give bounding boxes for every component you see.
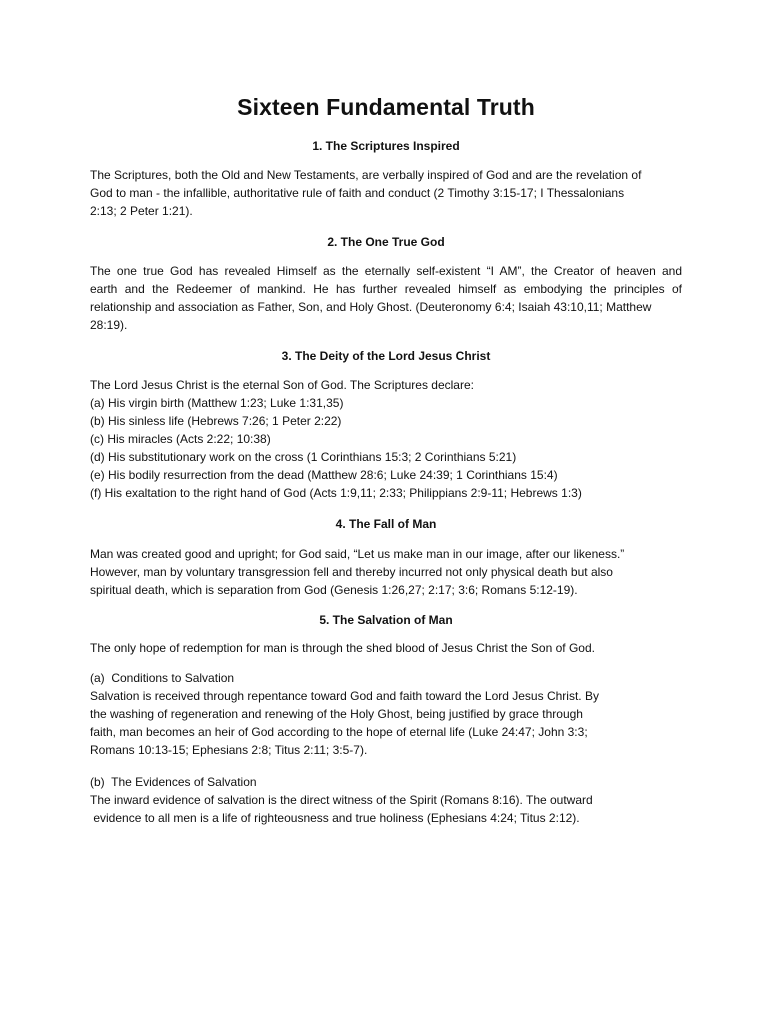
document-title: Sixteen Fundamental Truth (237, 94, 535, 120)
body-line: The inward evidence of salvation is the direct witness of the Spirit (Romans 8:16). The outward (90, 793, 593, 807)
section-body-one-true-god (90, 262, 682, 334)
subsection-evidences-of-salvation (90, 773, 682, 827)
list-item: (c) His miracles (Acts 2:22; 10:38) (90, 432, 271, 446)
subsection-label: (b) The Evidences of Salvation (90, 775, 257, 789)
section-heading-deity-of-christ: 3. The Deity of the Lord Jesus Christ (281, 349, 491, 363)
body-line: spiritual death, which is separation from God (Genesis 1:26,27; 2:17; 3:6; Romans 5:12-19). (90, 583, 578, 597)
body-line: relationship and association as Father, Son, and Holy Ghost. (Deuteronomy 6:4; Isaiah 43:10,11; Matthew (90, 300, 652, 314)
body-line: However, man by voluntary transgression fell and thereby incurred not only physical death but also (90, 565, 613, 579)
section-heading-one-true-god: 2. The One True God (327, 235, 445, 249)
list-item: (f) His exaltation to the right hand of God (Acts 1:9,11; 2:33; Philippians 2:9-11; Hebrews 1:3) (90, 486, 582, 500)
list-item: (b) His sinless life (Hebrews 7:26; 1 Peter 2:22) (90, 414, 342, 428)
subsection-label: (a) Conditions to Salvation (90, 671, 235, 685)
body-line: The one true God has revealed Himself as the eternally self-existent “I AM”, the Creator of heaven and (90, 264, 682, 278)
body-line: 2:13; 2 Peter 1:21). (90, 204, 193, 218)
section-heading-fall-of-man: 4. The Fall of Man (335, 517, 437, 531)
body-line: faith, man becomes an heir of God according to the hope of eternal life (Luke 24:47; John 3:3; (90, 725, 588, 739)
body-line: evidence to all men is a life of righteousness and true holiness (Ephesians 4:24; Titus 2:12). (90, 811, 580, 825)
section-body-deity-of-christ (90, 376, 682, 502)
list-item: (e) His bodily resurrection from the dead (Matthew 28:6; Luke 24:39; 1 Corinthians 15:4) (90, 468, 558, 482)
section-heading-scriptures-inspired: 1. The Scriptures Inspired (312, 139, 460, 153)
section-body-fall-of-man (90, 545, 682, 599)
body-line: Salvation is received through repentance toward God and faith toward the Lord Jesus Christ. By (90, 689, 599, 703)
body-line: God to man - the infallible, authoritative rule of faith and conduct (2 Timothy 3:15-17; I Thessalonians (90, 186, 625, 200)
section-intro-salvation-of-man (90, 639, 682, 657)
body-line: Man was created good and upright; for God said, “Let us make man in our image, after our likeness.” (90, 547, 625, 561)
list-item: (a) His virgin birth (Matthew 1:23; Luke 1:31,35) (90, 396, 344, 410)
body-line: Romans 10:13-15; Ephesians 2:8; Titus 2:11; 3:5-7). (90, 743, 368, 757)
subsection-conditions-to-salvation (90, 669, 682, 759)
body-line: earth and the Redeemer of mankind. He has further revealed himself as embodying the principles of (90, 282, 682, 296)
list-item: (d) His substitutionary work on the cross (1 Corinthians 15:3; 2 Corinthians 5:21) (90, 450, 517, 464)
section-body-scriptures-inspired (90, 166, 682, 220)
body-line: 28:19). (90, 318, 128, 332)
body-line: The only hope of redemption for man is through the shed blood of Jesus Christ the Son of God. (90, 641, 595, 655)
body-line: The Lord Jesus Christ is the eternal Son of God. The Scriptures declare: (90, 378, 474, 392)
body-line: the washing of regeneration and renewing of the Holy Ghost, being justified by grace through (90, 707, 583, 721)
body-line: The Scriptures, both the Old and New Testaments, are verbally inspired of God and are the revelation of (90, 168, 642, 182)
section-heading-salvation-of-man: 5. The Salvation of Man (319, 613, 453, 627)
